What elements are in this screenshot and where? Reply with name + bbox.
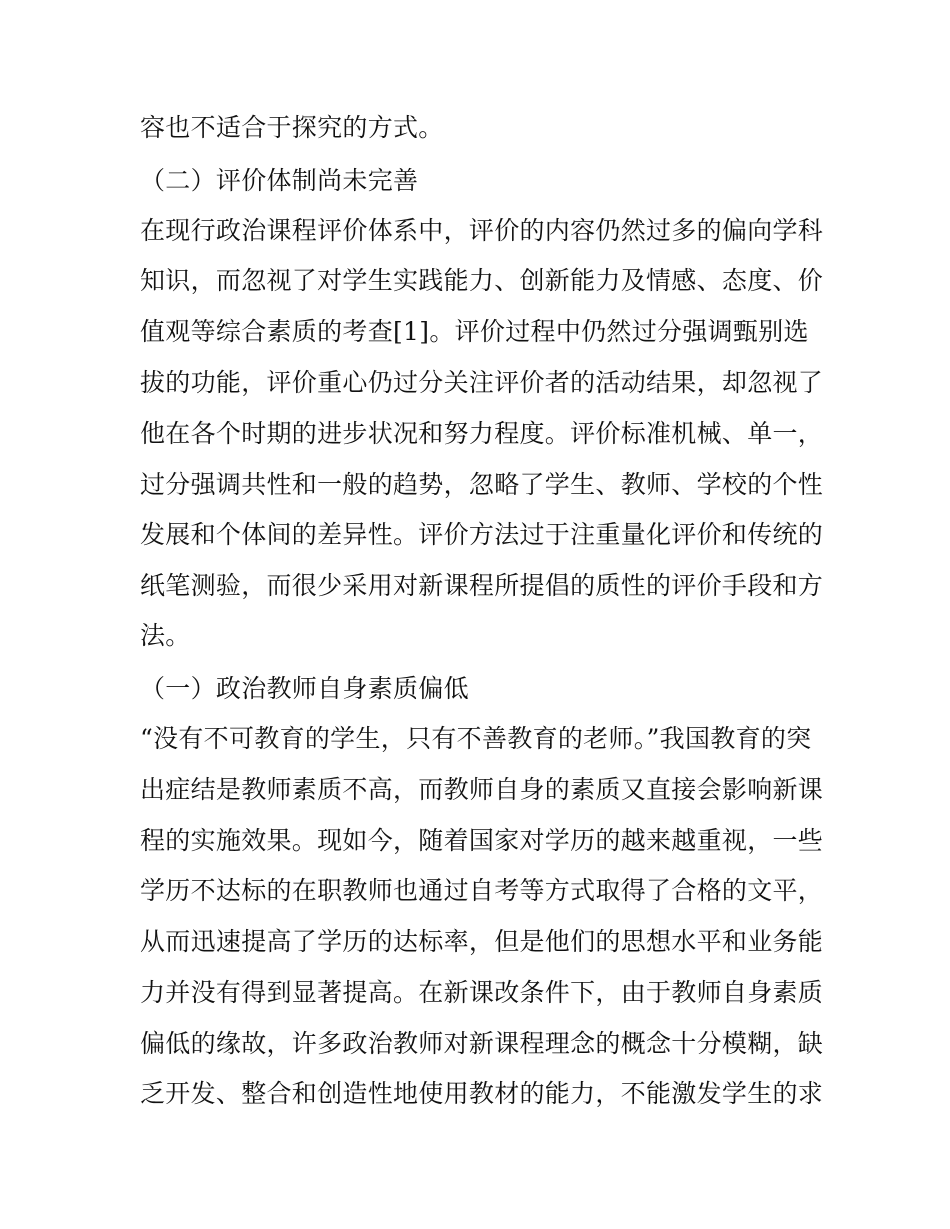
text-line: 程的实施效果。现如今，随着国家对学历的越来越重视，一些: [140, 826, 824, 855]
text-line: 纸笔测验，而很少采用对新课程所提倡的质性的评价手段和方: [140, 571, 824, 600]
text-line: 拔的功能，评价重心仍过分关注评价者的活动结果，却忽视了: [140, 368, 824, 397]
text-line: 乏开发、整合和创造性地使用教材的能力，不能激发学生的求: [140, 1079, 824, 1108]
text-line: 发展和个体间的差异性。评价方法过于注重量化评价和传统的: [140, 520, 824, 549]
text-line: 法。: [140, 621, 191, 650]
section-heading: （二）评价体制尚未完善: [140, 166, 419, 195]
text-line: 知识，而忽视了对学生实践能力、创新能力及情感、态度、价: [140, 266, 824, 295]
text-line: 过分强调共性和一般的趋势，忽略了学生、教师、学校的个性: [140, 470, 824, 499]
text-line: 从而迅速提高了学历的达标率，但是他们的思想水平和业务能: [140, 927, 824, 956]
text-line: 他在各个时期的进步状况和努力程度。评价标准机械、单一，: [140, 419, 824, 448]
text-line: 容也不适合于探究的方式。: [140, 113, 444, 142]
text-line: 偏低的缘故，许多政治教师对新课程理念的概念十分模糊，缺: [140, 1029, 824, 1058]
section-heading: （一）政治教师自身素质偏低: [140, 674, 469, 703]
text-line: 在现行政治课程评价体系中，评价的内容仍然过多的偏向学科: [140, 216, 824, 245]
text-line: 力并没有得到显著提高。在新课改条件下，由于教师自身素质: [140, 978, 824, 1007]
text-line: 学历不达标的在职教师也通过自考等方式取得了合格的文平，: [140, 876, 824, 905]
text-line: 值观等综合素质的考查[1]。评价过程中仍然过分强调甄别选: [140, 317, 809, 346]
text-line: “没有不可教育的学生，只有不善教育的老师。”我国教育的突: [140, 724, 812, 753]
text-line: 出症结是教师素质不高，而教师自身的素质又直接会影响新课: [140, 775, 824, 804]
